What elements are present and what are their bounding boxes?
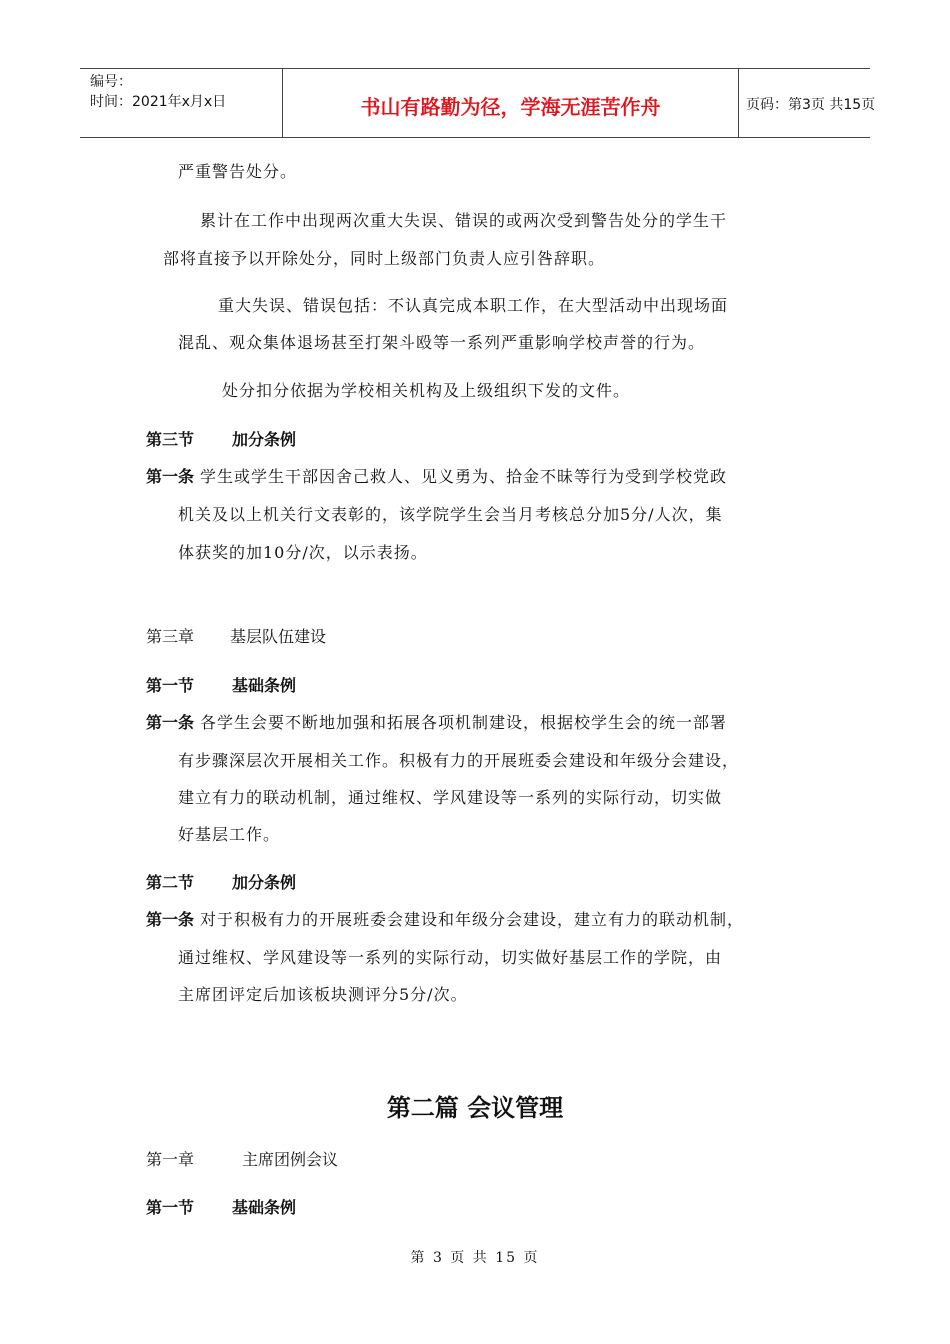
section-title: 加分条例 — [232, 430, 297, 449]
text-line: 重大失误、错误包括：不认真完成本职工作，在大型活动中出现场面 — [218, 296, 729, 315]
section-number: 第一节 — [146, 1198, 195, 1217]
page-footer: 第 3 页 共 15 页 — [410, 1250, 540, 1266]
doc-date: 时间：2021年x月x日 — [90, 94, 227, 110]
article-label: 第一条 — [146, 467, 195, 486]
section-title: 基础条例 — [232, 1198, 297, 1217]
text-line: 严重警告处分。 — [178, 162, 298, 181]
chapter-heading — [146, 1150, 338, 1170]
section-number: 第二节 — [146, 873, 195, 892]
section-heading — [146, 430, 296, 450]
text-line: 好基层工作。 — [178, 825, 281, 844]
text-line: 主席团评定后加该板块测评分5分/次。 — [178, 985, 468, 1004]
text-line: 部将直接予以开除处分，同时上级部门负责人应引咎辞职。 — [163, 249, 606, 268]
motto: 书山有路勤为径，学海无涯苦作舟 — [360, 95, 661, 119]
article-label: 第一条 — [146, 910, 195, 929]
text-line: 处分扣分依据为学校相关机构及上级组织下发的文件。 — [222, 381, 631, 400]
text-line: 通过维权、学风建设等一系列的实际行动，切实做好基层工作的学院，由 — [178, 948, 723, 967]
section-title: 基础条例 — [232, 676, 297, 695]
article-label: 第一条 — [146, 713, 195, 732]
page-info: 页码：第3页 共15页 — [746, 97, 876, 113]
article-line: 第一条 各学生会要不断地加强和拓展各项机制建设，根据校学生会的统一部署 — [146, 713, 728, 732]
chapter-title: 基层队伍建设 — [230, 627, 327, 646]
section-heading — [146, 1198, 296, 1218]
header-motto-cell — [282, 69, 739, 137]
text-line: 混乱、观众集体退场甚至打架斗殴等一系列严重影响学校声誉的行为。 — [178, 333, 706, 352]
page-header — [80, 68, 876, 138]
section-heading — [146, 676, 296, 696]
text-line: 有步骤深层次开展相关工作。积极有力的开展班委会建设和年级分会建设， — [178, 751, 740, 770]
section-number: 第一节 — [146, 676, 195, 695]
article-line: 第一条 学生或学生干部因舍己救人、见义勇为、拾金不昧等行为受到学校党政 — [146, 467, 728, 486]
text-line: 体获奖的加10分/次，以示表扬。 — [178, 543, 428, 562]
chapter-number: 第三章 — [146, 627, 195, 646]
part-title: 第二篇 会议管理 — [386, 1094, 564, 1122]
doc-number: 编号： — [90, 74, 132, 90]
section-number: 第三节 — [146, 430, 195, 449]
chapter-number: 第一章 — [146, 1150, 195, 1169]
text-line: 累计在工作中出现两次重大失误、错误的或两次受到警告处分的学生干 — [200, 211, 728, 230]
header-meta-cell — [80, 69, 282, 137]
section-title: 加分条例 — [232, 873, 297, 892]
text-line: 机关及以上机关行文表彰的，该学院学生会当月考核总分加5分/人次，集 — [178, 505, 723, 524]
text-line: 建立有力的联动机制，通过维权、学风建设等一系列的实际行动，切实做 — [178, 788, 723, 807]
article-line: 第一条 对于积极有力的开展班委会建设和年级分会建设，建立有力的联动机制， — [146, 910, 745, 929]
chapter-heading — [146, 627, 326, 647]
chapter-title: 主席团例会议 — [242, 1150, 339, 1169]
section-heading — [146, 873, 296, 893]
header-page-cell — [738, 69, 876, 137]
